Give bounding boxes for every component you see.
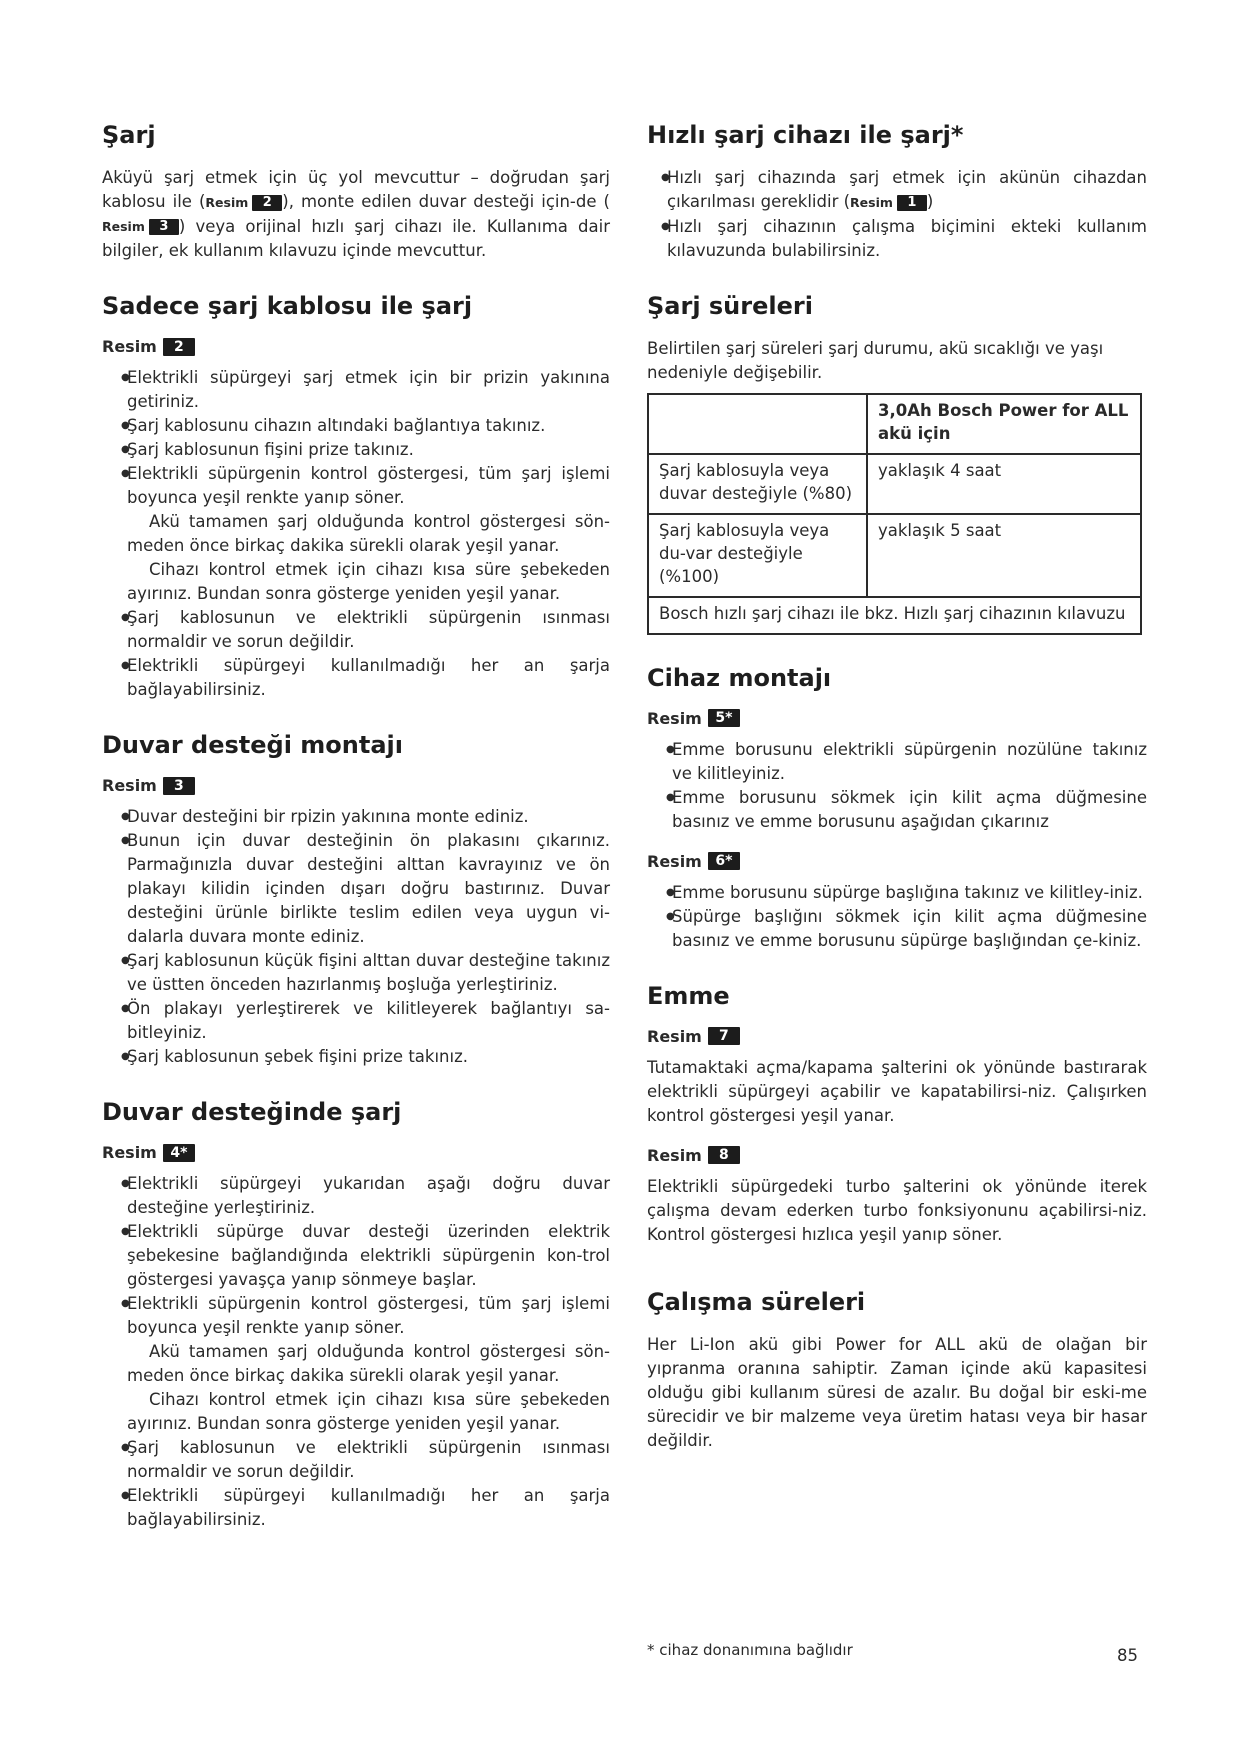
text-span: Hızlı şarj cihazında şarj etmek için akünün cihazdan çıkarılması gereklidir (	[667, 168, 1147, 211]
section-paragraph: Elektrikli süpürgedeki turbo şalterini ok yönünde iterek çalışma devam ederken turbo fonksiyonunu açabilirsi-niz. Kontrol göstergesi hızlıca yeşil yanıp söner.	[647, 1176, 1147, 1244]
table-row	[648, 454, 1141, 514]
section-hizli-sarj	[647, 120, 1147, 263]
section-title: Şarj	[102, 121, 156, 149]
section-title: Cihaz montajı	[647, 663, 832, 692]
figure-ref-word: Resim	[850, 194, 893, 210]
section-paragraph	[102, 166, 610, 263]
section-title: Çalışma süreleri	[647, 1287, 866, 1316]
section-title: Duvar desteğinde şarj	[102, 1098, 402, 1126]
section-emme	[647, 981, 1147, 1247]
table-cell	[648, 394, 867, 454]
list-item: ● Elektrikli süpürge duvar desteği üzerinden elektrik şebekesine bağlandığında elektrikli süpürgenin kon-trol göstergesi yavaşça yanıp sönmeye başlar.	[127, 1220, 610, 1292]
section-sadece-sarj-kablosu	[102, 291, 610, 702]
table-cell: Şarj kablosuyla veya du-var desteğiyle (%100)	[648, 514, 867, 597]
figure-number-badge: 2	[252, 195, 282, 211]
left-column	[102, 120, 610, 1560]
instruction-list	[647, 881, 1147, 953]
footnote: * cihaz donanımına bağlıdır	[647, 1641, 853, 1659]
list-item: ● Emme borusunu elektrikli süpürgenin nozülüne takınız ve kilitleyiniz.	[672, 738, 1147, 786]
figure-label-word: Resim	[102, 337, 157, 356]
section-title: Duvar desteği montajı	[102, 731, 403, 759]
section-duvar-desteginde-sarj	[102, 1097, 610, 1532]
figure-label	[647, 709, 1147, 728]
figure-number-badge: 5*	[708, 709, 740, 727]
section-title: Hızlı şarj cihazı ile şarj*	[647, 121, 964, 149]
list-note: Akü tamamen şarj olduğunda kontrol göstergesi sön-meden önce birkaç dakika sürekli olarak yeşil yanar.	[127, 1342, 610, 1385]
text-span: ), monte edilen duvar desteği için-de (	[282, 192, 610, 211]
page-number: 85	[1117, 1646, 1138, 1665]
figure-number-badge: 7	[708, 1027, 740, 1045]
figure-label-word: Resim	[647, 1145, 702, 1165]
list-item	[667, 166, 1147, 215]
list-item: ● Elektrikli süpürgenin kontrol göstergesi, tüm şarj işlemi boyunca yeşil renkte yanıp söner.	[127, 1292, 610, 1340]
figure-label-word: Resim	[102, 776, 157, 795]
list-item: ● Duvar desteğini bir rpizin yakınına monte ediniz.	[127, 805, 610, 829]
list-item: ● Elektrikli süpürgenin kontrol göstergesi, tüm şarj işlemi boyunca yeşil renkte yanıp söner.	[127, 462, 610, 510]
list-item: ● Emme borusunu süpürge başlığına takınız ve kilitley-iniz.	[672, 881, 1147, 905]
section-title: Emme	[647, 981, 730, 1010]
section-cihaz-montaji	[647, 663, 1147, 953]
section-sarj-sureleri	[647, 291, 1147, 635]
text-span: )	[926, 192, 934, 211]
figure-label	[102, 776, 610, 795]
section-paragraph: Belirtilen şarj süreleri şarj durumu, akü sıcaklığı ve yaşı nedeniyle değişebilir.	[647, 338, 1104, 382]
section-title: Şarj süreleri	[647, 291, 813, 320]
section-paragraph: Her Li-Ion akü gibi Power for ALL akü de olağan bir yıpranma oranına sahiptir. Zaman içinde akü kapasitesi olduğu gibi kullanım süresi de azalır. Bu doğal bir eski-me sürecidir ve bir malzeme veya üretim hatası veya bir hasar değildir.	[647, 1334, 1147, 1450]
list-item: ● Şarj kablosunun küçük fişini alttan duvar desteğine takınız ve üstten önceden hazırlanmış boşluğa yerleştiriniz.	[127, 949, 610, 997]
instruction-list	[647, 166, 1147, 263]
figure-number-badge: 3	[149, 219, 179, 235]
list-note: Cihazı kontrol etmek için cihazı kısa süre şebekeden ayırınız. Bundan sonra gösterge yeniden yeşil yanar.	[127, 560, 610, 603]
list-item: ● Bunun için duvar desteğinin ön plakasını çıkarınız. Parmağınızla duvar desteğini alttan kavrayınız ve ön plakayı kilidin içinden dışarı doğru bastırınız. Duvar desteğini ürünle birlikte teslim edilen veya uygun vi-dalarla duvara monte ediniz.	[127, 829, 610, 949]
table-cell: Bosch hızlı şarj cihazı ile bkz. Hızlı şarj cihazının kılavuzu	[648, 597, 1141, 634]
figure-number-badge: 8	[708, 1146, 740, 1164]
table-row	[648, 514, 1141, 597]
instruction-list	[102, 366, 610, 702]
figure-number-badge: 3	[163, 777, 195, 795]
figure-ref	[205, 191, 282, 215]
text-span: Aküyü şarj etmek için üç yol mevcuttur – doğrudan şarj kablosu ile (	[102, 168, 610, 211]
figure-label	[647, 1146, 1147, 1165]
figure-label	[102, 1143, 610, 1162]
list-item: ● Emme borusunu sökmek için kilit açma düğmesine basınız ve emme borusunu aşağıdan çıkarınız	[672, 786, 1147, 834]
table-cell: yaklaşık 5 saat	[867, 514, 1141, 597]
table-header-row	[648, 394, 1141, 454]
list-item: ● Elektrikli süpürgeyi şarj etmek için bir prizin yakınına getiriniz.	[127, 366, 610, 414]
right-column	[647, 120, 1147, 1481]
list-item: ● Ön plakayı yerleştirerek ve kilitleyerek bağlantıyı sa-bitleyiniz.	[127, 997, 610, 1045]
section-calisma-sureleri	[647, 1287, 1147, 1453]
list-item: ● Şarj kablosunu cihazın altındaki bağlantıya takınız.	[127, 414, 610, 438]
list-item: ● Şarj kablosunun ve elektrikli süpürgenin ısınması normaldir ve sorun değildir.	[127, 1436, 610, 1484]
figure-label	[647, 1027, 1147, 1046]
figure-ref-word: Resim	[102, 219, 145, 234]
figure-number-badge: 4*	[163, 1144, 195, 1162]
list-item: ● Şarj kablosunun şebek fişini prize takınız.	[127, 1045, 610, 1069]
table-row	[648, 597, 1141, 634]
section-sarj	[102, 120, 610, 263]
figure-label	[647, 852, 1147, 871]
section-title: Sadece şarj kablosu ile şarj	[102, 292, 473, 320]
table-header-cell: 3,0Ah Bosch Power for ALL akü için	[867, 394, 1141, 454]
list-item: ● Elektrikli süpürgeyi yukarıdan aşağı doğru duvar desteğine yerleştiriniz.	[127, 1172, 610, 1220]
figure-label-word: Resim	[102, 1143, 157, 1162]
list-item: ● Süpürge başlığını sökmek için kilit açma düğmesine basınız ve emme borusunu süpürge başlığından çe-kiniz.	[672, 905, 1147, 953]
instruction-list	[102, 1172, 610, 1532]
list-item: ● Hızlı şarj cihazının çalışma biçimini ekteki kullanım kılavuzunda bulabilirsiniz.	[667, 215, 1147, 263]
list-item: ● Elektrikli süpürgeyi kullanılmadığı her an şarja bağlayabilirsiniz.	[127, 654, 610, 702]
figure-ref-word: Resim	[205, 194, 249, 210]
figure-number-badge: 1	[897, 195, 927, 211]
section-duvar-destegi-montaji	[102, 730, 610, 1069]
figure-label-word: Resim	[647, 708, 702, 728]
figure-label	[102, 337, 610, 356]
list-note: Cihazı kontrol etmek için cihazı kısa süre şebekeden ayırınız. Bundan sonra gösterge yeniden yeşil yanar.	[127, 1390, 610, 1433]
charge-times-table	[647, 393, 1142, 635]
figure-ref	[102, 215, 179, 239]
figure-label-word: Resim	[647, 1026, 702, 1046]
list-note: Akü tamamen şarj olduğunda kontrol göstergesi sön-meden önce birkaç dakika sürekli olarak yeşil yanar.	[127, 512, 610, 555]
text-span: ) veya orijinal hızlı şarj cihazı ile. Kullanıma dair bilgiler, ek kullanım kılavuzu içinde mevcuttur.	[102, 216, 610, 260]
table-cell: Şarj kablosuyla veya duvar desteğiyle (%80)	[648, 454, 867, 514]
list-item: ● Şarj kablosunun ve elektrikli süpürgenin ısınması normaldir ve sorun değildir.	[127, 606, 610, 654]
list-item: ● Elektrikli süpürgeyi kullanılmadığı her an şarja bağlayabilirsiniz.	[127, 1484, 610, 1532]
figure-number-badge: 6*	[708, 852, 740, 870]
section-paragraph: Tutamaktaki açma/kapama şalterini ok yönünde bastırarak elektrikli süpürgeyi açabilir ve kapatabilirsi-niz. Çalışırken kontrol göstergesi yeşil yanar.	[647, 1057, 1147, 1125]
instruction-list	[102, 805, 610, 1069]
instruction-list	[647, 738, 1147, 834]
figure-ref	[850, 191, 927, 215]
figure-label-word: Resim	[647, 851, 702, 871]
list-item: ● Şarj kablosunun fişini prize takınız.	[127, 438, 610, 462]
figure-number-badge: 2	[163, 338, 195, 356]
table-cell: yaklaşık 4 saat	[867, 454, 1141, 514]
